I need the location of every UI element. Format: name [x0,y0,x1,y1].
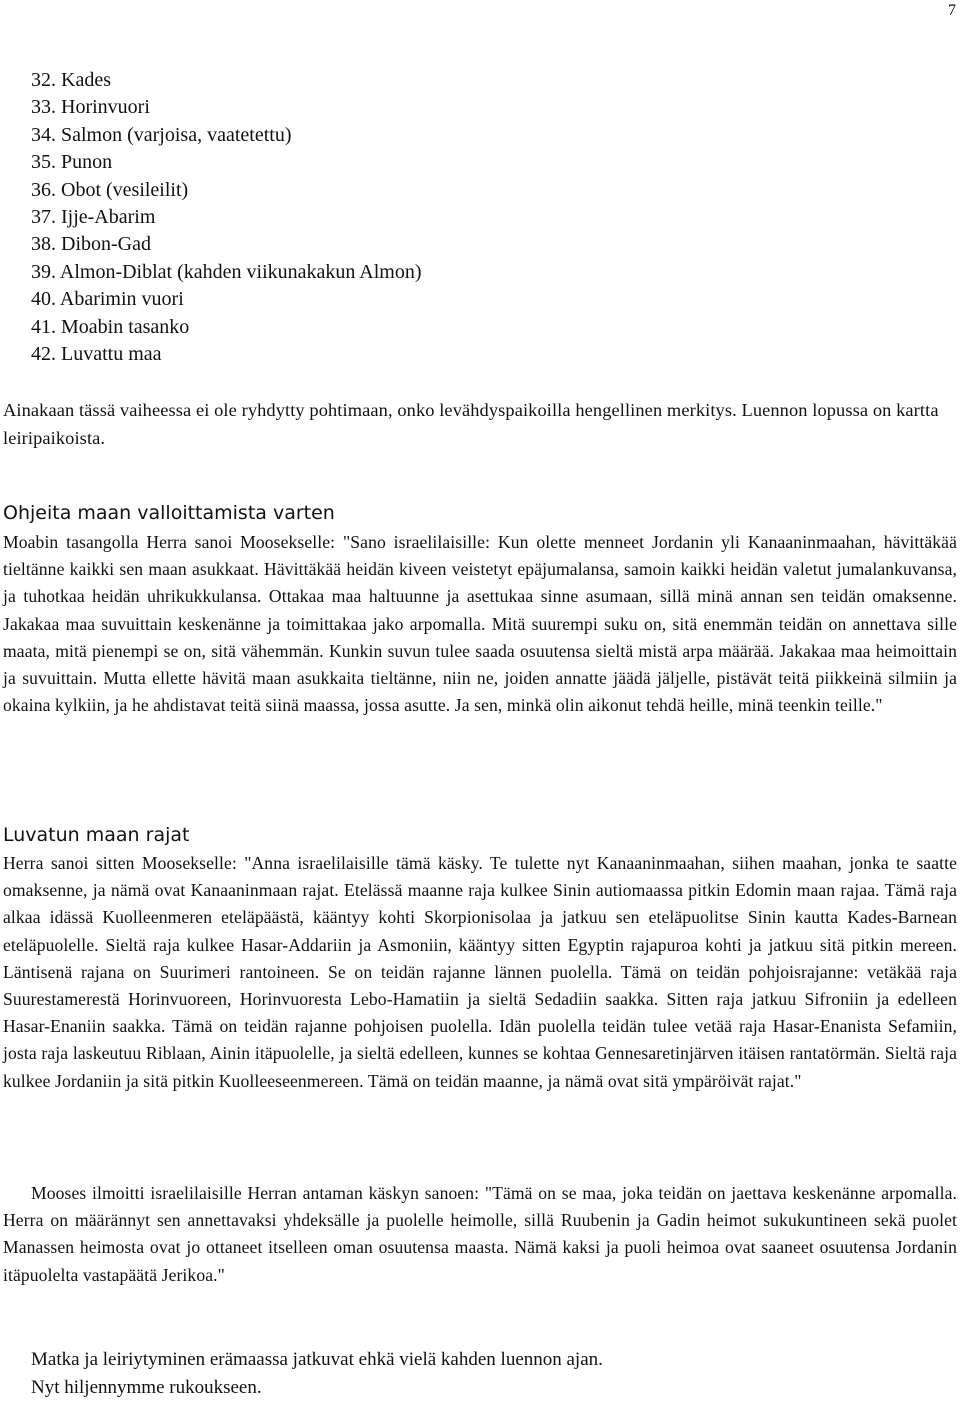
list-item: 38. Dibon-Gad [31,231,422,258]
closing-notes [31,1346,603,1401]
moses-paragraph: Mooses ilmoitti israelilaisille Herran antaman käskyn sanoen: "Tämä on se maa, joka teidän on jaettava keskenänne arpomalla. Herra on määrännyt sen annettavaksi yhdeksälle ja puolelle heimolle, sillä Ruubenin ja Gadin heimot sukukuntineen sekä puolet Manassen heimosta ovat jo ottaneet itselleen oman osuutensa maasta. Nämä kaksi ja puoli heimoa ovat saaneet osuutensa Jordanin itäpuolelta vastapäätä Jerikoa." [3,1180,957,1289]
section-heading-conquest: Ohjeita maan valloittamista varten [3,500,335,526]
closing-line: Matka ja leiriytyminen erämaassa jatkuvat ehkä vielä kahden luennon ajan. [31,1346,603,1374]
campsite-list [31,67,422,368]
list-item: 35. Punon [31,149,422,176]
list-item: 34. Salmon (varjoisa, vaatetettu) [31,122,422,149]
list-item: 41. Moabin tasanko [31,314,422,341]
section-heading-borders: Luvatun maan rajat [3,822,189,848]
list-item: 39. Almon-Diblat (kahden viikunakakun Almon) [31,259,422,286]
list-item: 36. Obot (vesileilit) [31,177,422,204]
list-item: 33. Horinvuori [31,94,422,121]
list-item: 42. Luvattu maa [31,341,422,368]
intro-paragraph: Ainakaan tässä vaiheessa ei ole ryhdytty pohtimaan, onko levähdyspaikoilla hengellinen merkitys. Luennon lopussa on kartta leiripaikoista. [3,397,957,452]
list-item: 37. Ijje-Abarim [31,204,422,231]
conquest-paragraph: Moabin tasangolla Herra sanoi Moosekselle: "Sano israelilaisille: Kun olette menneet Jordanin yli Kanaaninmaahan, hävittäkää tieltänne kaikki sen maan asukkaat. Hävittäkää heidän kiveen veistetyt epäjumalansa, samoin kaikki heidän valetut jumalankuvansa, ja tuhotkaa heidän uhrikukkulansa. Ottakaa maa haltuunne ja asettukaa sinne asumaan, sillä minä annan sen teidän omaksenne. Jakakaa maa suvuittain keskenänne ja toimittakaa jako arpomalla. Mitä suurempi suku on, sitä enemmän teidän on annettava sille maata, mitä pienempi se on, sitä vähemmän. Kunkin suvun tulee saada osuutensa sieltä mistä arpa määrää. Jakakaa maa heimoittain ja suvuittain. Mutta ellette hävitä maan asukkaita tieltänne, niin ne, joiden annatte jäädä jäljelle, pistävät teitä piikkeinä silmiin ja okaina kylkiin, ja he ahdistavat teitä siinä maassa, jossa asutte. Ja sen, minkä olin aikonut tehdä heille, minä teenkin teille." [3,529,957,719]
borders-paragraph: Herra sanoi sitten Moosekselle: "Anna israelilaisille tämä käsky. Te tulette nyt Kanaaninmaahan, siihen maahan, jonka te saatte omaksenne, ja nämä ovat Kanaaninmaan rajat. Etelässä maanne raja kulkee Sinin autiomaassa pitkin Edomin maan rajaa. Tämä raja alkaa idässä Kuolleenmeren eteläpäästä, kääntyy kohti Skorpionisolaa ja jatkuu sen eteläpuolitse Sinin kautta Kades-Barnean eteläpuolelle. Sieltä raja kulkee Hasar-Addariin ja Asmoniin, kääntyy sitten Egyptin rajapuroa kohti ja jatkuu sitä pitkin mereen. Läntisenä rajana on Suurimeri rantoineen. Se on teidän rajanne lännen puolella. Tämä on teidän pohjoisrajanne: vetäkää raja Suurestamerestä Horinvuoreen, Horinvuoresta Lebo-Hamatiin ja sieltä Sedadiin saakka. Sitten raja jatkuu Sifroniin ja edelleen Hasar-Enaniin saakka. Tämä on teidän rajanne pohjoisen puolella. Idän puolella teidän tulee vetää raja Hasar-Enanista Sefamiin, josta raja laskeutuu Riblaan, Ainin itäpuolelle, ja sieltä edelleen, kunnes se kohtaa Gennesaretinjärven itäisen rantatörmän. Sieltä raja kulkee Jordaniin ja sitä pitkin Kuolleeseenmereen. Tämä on teidän maanne, ja nämä ovat sitä ympäröivät rajat." [3,850,957,1095]
page-number: 7 [948,2,956,20]
closing-line: Nyt hiljennymme rukoukseen. [31,1374,603,1401]
list-item: 32. Kades [31,67,422,94]
list-item: 40. Abarimin vuori [31,286,422,313]
